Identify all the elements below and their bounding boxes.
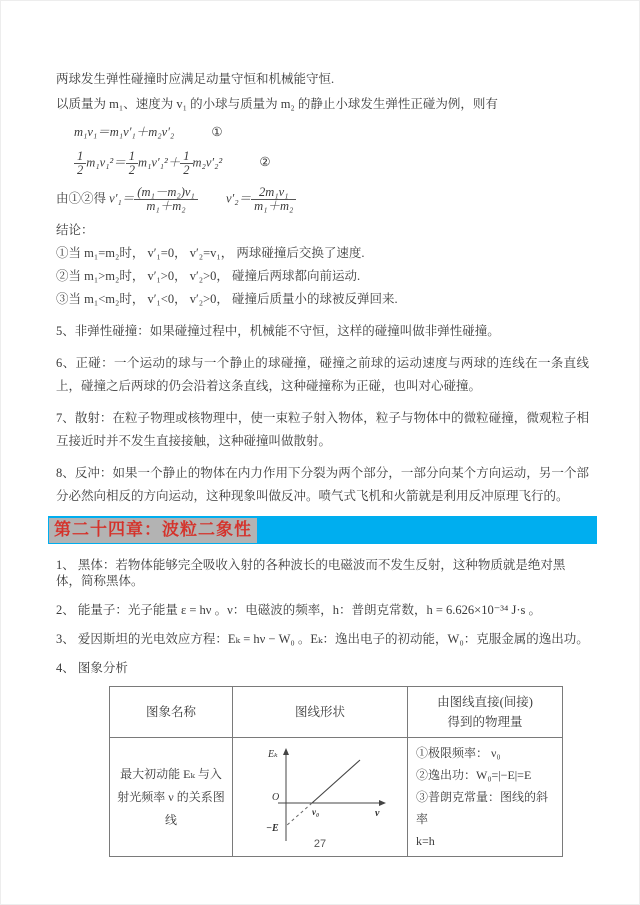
quantity-1: ①极限频率： ν₀: [416, 746, 501, 760]
ek-nu-line: [312, 760, 360, 803]
header-graph-name: 图象名称: [110, 687, 233, 738]
intro-line-2: 以质量为 m₁、速度为 v₁ 的小球与质量为 m₂ 的静止小球发生弹性正碰为例，则有: [56, 97, 498, 111]
page-number: 27: [313, 838, 327, 850]
x-axis-label: ν: [375, 808, 380, 819]
fraction-v2: [251, 186, 296, 213]
fraction-denominator: 2: [183, 163, 190, 177]
y-axis-arrow-icon: [283, 748, 289, 755]
intro-line-1: 两球发生弹性碰撞时应满足动量守恒和机械能守恒.: [56, 72, 335, 86]
cell-graph-name: 最大初动能 Eₖ 与入射光频率 ν 的关系图线: [110, 738, 233, 857]
y-intercept-label: −E: [266, 823, 279, 834]
equation-result-prefix: 由①②得: [56, 191, 107, 206]
dashed-extension-line: [286, 803, 312, 826]
fraction-denominator: m₁＋m₂: [254, 199, 294, 213]
wp-item-3: 3、 爱因斯坦的光电效应方程：Eₖ = hν − W₀ 。Eₖ：逸出电子的初动能，W₀：克服金属的逸出功。: [56, 632, 589, 646]
fraction-half: [180, 150, 192, 177]
equation-result-v1: v′₁＝: [109, 191, 135, 206]
fraction-v1: [134, 186, 197, 213]
conclusion-title: 结论：: [56, 223, 94, 237]
quantity-2: ②逸出功：W₀=|−E|=E: [416, 768, 532, 782]
conclusion-1: ①当 m₁=m₂时， v′₁=0， v′₂=v₁， 两球碰撞后交换了速度.: [56, 246, 365, 260]
photoelectric-graph: [242, 745, 398, 845]
equation-momentum: [74, 122, 589, 142]
fraction-half: [74, 150, 86, 177]
header-quantities: [408, 687, 563, 738]
fraction-numerator: 1: [180, 150, 192, 164]
fraction-half: [126, 150, 138, 177]
header-graph-shape: 图线形状: [233, 687, 408, 738]
list-item-8: 8、反冲：如果一个静止的物体在内力作用下分裂为两个部分，一部分向某个方向运动，另一个部分必然向相反的方向运动，这种现象叫做反冲。喷气式飞机和火箭就是利用反冲原理飞行的。: [56, 466, 589, 503]
wp-item-4: 4、 图象分析: [56, 661, 128, 675]
chapter-title: 第二十四章：波粒二象性: [49, 518, 257, 543]
y-axis-label: Eₖ: [268, 749, 278, 760]
conclusion-3: ③当 m₁<m₂时， v′₁<0， v′₂>0， 碰撞后质量小的球被反弹回来.: [56, 292, 398, 306]
equation-energy: [74, 150, 589, 177]
fraction-numerator: (m₁－m₂)v₁: [134, 186, 197, 200]
quantity-4: k=h: [416, 834, 435, 848]
list-item-6: 6、正碰：一个运动的球与一个静止的球碰撞，碰撞之前球的运动速度与两球的连线在一条直线上，碰撞之后两球的仍会沿着这条直线，这种碰撞称为正碰，也叫对心碰撞。: [56, 356, 589, 393]
x-intercept-label: ν₀: [312, 807, 320, 817]
table-header-row: [110, 687, 563, 738]
equation-momentum-body: m₁v₁＝m₁v′₁＋m₂v′₂: [74, 125, 175, 139]
fraction-numerator: 2m₁v₁: [251, 186, 296, 200]
fraction-numerator: 1: [126, 150, 138, 164]
fraction-denominator: 2: [77, 163, 84, 177]
equation-tag-2: ②: [259, 155, 271, 170]
fraction-numerator: 1: [74, 150, 86, 164]
equation-energy-part3: m₂v′₂²: [192, 155, 223, 170]
equation-energy-part1: m₁v₁²＝: [86, 155, 126, 170]
x-axis-arrow-icon: [379, 800, 386, 806]
quantity-3: ③普朗克常量：图线的斜率: [416, 790, 549, 826]
wp-item-2: 2、 能量子：光子能量 ε = hν 。ν：电磁波的频率，h：普朗克常数，h = 6.626×10⁻³⁴ J·s 。: [56, 603, 542, 617]
header-quantities-line1: 由图线直接(间接): [437, 695, 533, 709]
conclusion-2: ②当 m₁>m₂时， v′₁>0， v′₂>0， 碰撞后两球都向前运动.: [56, 269, 361, 283]
origin-label: O: [272, 792, 280, 803]
fraction-denominator: 2: [128, 163, 136, 177]
list-item-5: 5、非弹性碰撞：如果碰撞过程中，机械能不守恒，这样的碰撞叫做非弹性碰撞。: [56, 324, 500, 338]
list-item-7: 7、散射：在粒子物理或核物理中，使一束粒子射入物体，粒子与物体中的微粒碰撞，微观粒子相互接近时并不发生直接接触，这种碰撞叫做散射。: [56, 411, 589, 448]
equation-energy-part2: m₁v′₁²＋: [138, 155, 181, 170]
equation-result: [56, 186, 589, 213]
analysis-table: [109, 686, 563, 857]
equation-result-v2: v′₂＝: [226, 191, 252, 206]
header-quantities-line2: 得到的物理量: [447, 715, 523, 729]
chapter-banner: [48, 516, 597, 544]
equation-tag-1: ①: [211, 125, 223, 139]
wp-item-1: 1、 黑体：若物体能够完全吸收入射的各种波长的电磁波而不发生反射，这种物质就是绝对黑体，简称黑体。: [56, 558, 566, 588]
fraction-denominator: m₁＋m₂: [146, 199, 186, 213]
